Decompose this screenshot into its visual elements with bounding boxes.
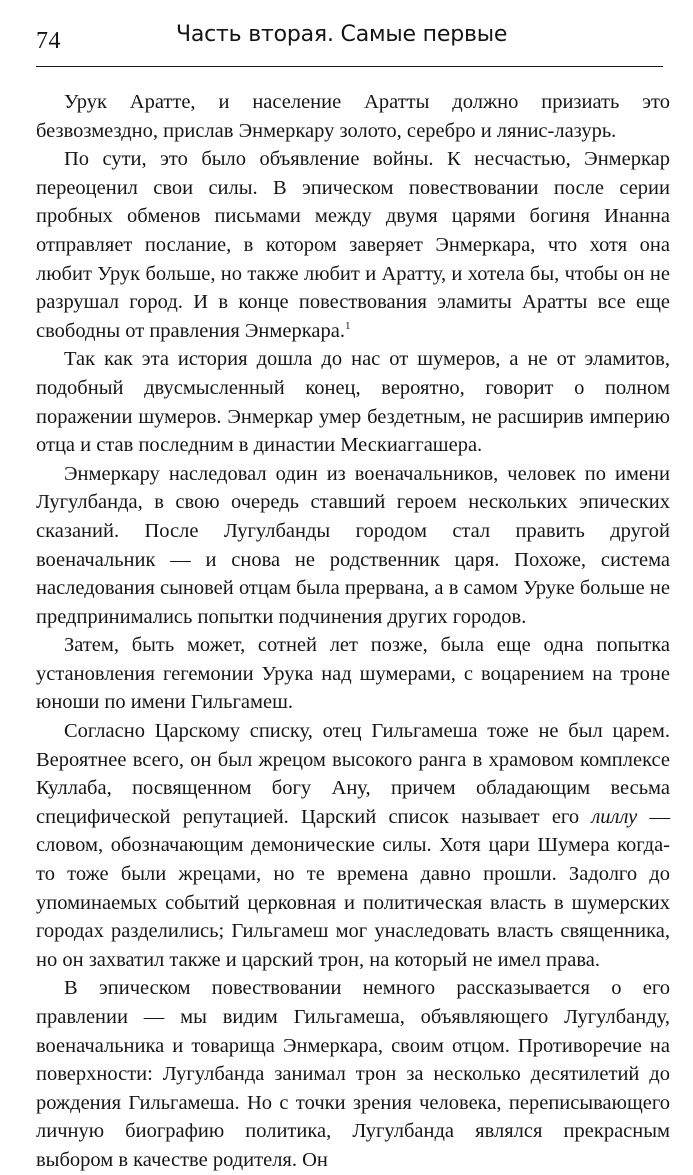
page-number: 74 xyxy=(36,28,61,54)
running-title: Часть вторая. Самые первые xyxy=(176,22,508,47)
paragraph: Затем, быть может, сотней лет позже, была еще одна попытка установления гегемонии Урука над шумерами, с воцарением на троне юноши по имени Гильгамеш. xyxy=(36,634,670,714)
italic-term: лиллу xyxy=(591,805,638,828)
paragraph: Так как эта история дошла до нас от шумеров, а не от эламитов, подобный двусмысленный конец, вероятно, говорит о полном поражении шумеров. Энмеркар умер бездетным, не расширив империю отца и став последним в династии Мескиаггашера. xyxy=(36,348,670,457)
paragraph: Согласно Царскому списку, отец Гильгамеша тоже не был царем. Вероятнее всего, он был жрецом высокого ранга в храмовом комплексе Куллаба, посвященном богу Ану, причем обладающим весьма специфической репутацией. Царский список называет его лиллу — словом, обозначающим демонические силы. Хотя цари Шумера когда-то тоже были жрецами, но те времена давно прошли. Задолго до упоминаемых событий церковная и политическая власть в шумерских городах разделились; Гильгамеш мог унаследовать власть священника, но он захватил также и царский трон, на который не имел права. xyxy=(36,720,671,971)
body-text xyxy=(36,88,670,1175)
footnote-marker: 1 xyxy=(344,319,351,332)
paragraph: Урук Аратте, и население Аратты должно призиать это безвозмездно, прислав Энмеркару золото, серебро и лянис-лазурь. xyxy=(36,91,670,142)
paragraph: В эпическом повествовании немного рассказывается о его правлении — мы видим Гильгамеша, объявляющего Лугулбанду, военачальника и товарища Энмеркара, своим отцом. Противоречие на поверхности: Лугулбанда занимал трон за несколько десятилетий до рождения Гильгамеша. Но с точки зрения человека, переписывающего личную биографию политика, Лугулбанда являлся прекрасным выбором в качестве родителя. Он xyxy=(36,977,670,1171)
paragraph: По сути, это было объявление войны. К несчастью, Энмеркар переоценил свои силы. В эпическом повествовании после серии пробных обменов письмами между двумя царями богиня Инанна отправляет послание, в котором заверяет Энмеркара, что хотя она любит Урук больше, но также любит и Аратту, и хотела бы, чтобы он не разрушал город. И в конце повествования эламиты Аратты все еще свободны от правления Энмеркара.$^1$ xyxy=(36,148,670,342)
paragraph: Энмеркару наследовал один из военачальников, человек по имени Лугулбанда, в свою очередь ставший героем нескольких эпических сказаний. После Лугулбанды городом стал править другой военачальник — и снова не родственник царя. Похоже, система наследования сыновей отцам была прервана, а в самом Уруке больше не предпринимались попытки подчинения других городов. xyxy=(36,462,670,628)
page-header xyxy=(36,20,663,67)
